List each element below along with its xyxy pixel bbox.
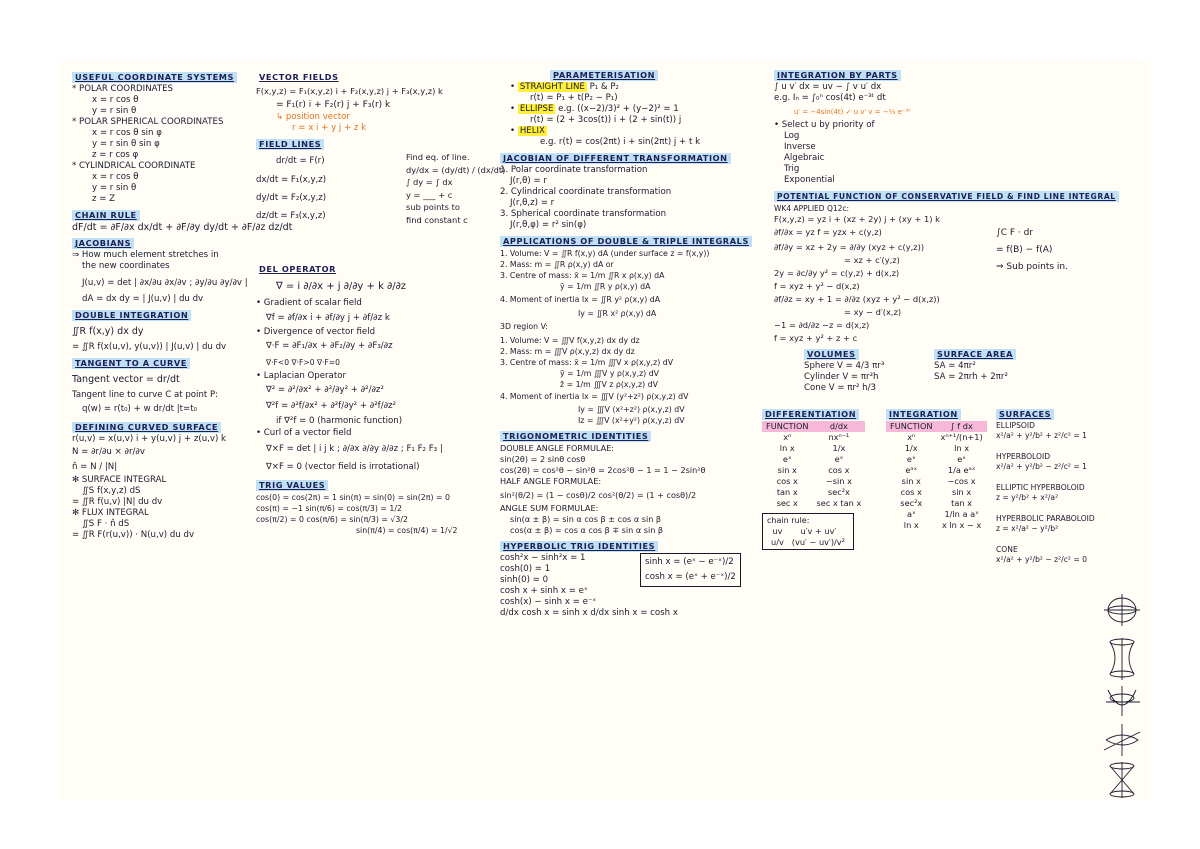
chain-rule-label: chain rule: [767, 516, 810, 525]
priority-item: Log [784, 131, 800, 141]
formula-line: dA = dx dy = | J(u,v) | du dv [82, 294, 204, 304]
hyperbolic-definitions-box [640, 553, 741, 587]
formula-line: 4. Moment of inertia Ix = ∭V (y²+z²) ρ(x,y,z) dV [500, 392, 689, 401]
text-line: Find eq. of line. [406, 152, 470, 162]
formula-line: sinh x = (eˣ − e⁻ˣ)/2 [645, 557, 734, 567]
table-row [886, 465, 987, 476]
formula-line: 1. Volume: V = ∭V f(x,y,z) dx dy dz [500, 336, 640, 345]
formula-line: ∂f/∂x = yz f = yzx + c(y,z) [774, 227, 882, 237]
column-header: FUNCTION [886, 421, 937, 432]
hyperbolic-section [500, 539, 778, 619]
formula-line: cos(0) = cos(2π) = 1 sin(π) = sin(0) = sin(2π) = 0 [256, 493, 450, 502]
applications-heading: APPLICATIONS OF DOUBLE & TRIPLE INTEGRALS [500, 236, 752, 247]
differentiation-table [762, 421, 865, 509]
formula-line: 2y = ∂c/∂y y² = c(y,z) + d(x,z) [774, 268, 900, 278]
parameterisation-section [500, 68, 778, 148]
jacobian-transform-heading: JACOBIAN OF DIFFERENT TRANSFORMATION [500, 153, 731, 164]
table-cell: sec²x [827, 487, 850, 497]
cone-sketch-icon [1110, 762, 1134, 798]
formula-line: z = r cos φ [92, 150, 139, 160]
integration-by-parts-section [774, 68, 1144, 186]
integration-heading: INTEGRATION [886, 409, 961, 420]
formula-line: sinh(0) = 0 [500, 575, 549, 585]
surface-name: HYPERBOLIC PARABOLOID [996, 513, 1095, 523]
table-cell: −sin x [825, 476, 852, 486]
formula-line: cosh x = (eˣ + e⁻ˣ)/2 [645, 572, 736, 582]
surfaces-heading: SURFACES [996, 409, 1054, 420]
formula-line: dy/dt = F₂(x,y,z) [256, 193, 327, 203]
table-cell: eᵃˣ [905, 465, 918, 475]
table-cell: xⁿ⁺¹/(n+1) [940, 432, 983, 442]
divergence-sketch-labels: ∇·F<0 ∇·F>0 ∇·F=0 [266, 358, 340, 367]
formula-line: dy/dx = (dy/dt) / (dx/dt) [406, 164, 506, 175]
formula-line: ∫ dy = ∫ dx [406, 177, 453, 187]
table-cell: (vu′ − uv′)/v² [791, 537, 845, 547]
text-line: 2. Cylindrical coordinate transformation [500, 187, 672, 197]
table-cell: cos x [828, 465, 850, 475]
del-operator-section [256, 262, 494, 475]
surface-name: HYPERBOLOID [996, 451, 1051, 461]
column-2 [256, 70, 506, 539]
surface-name: ELLIPTIC HYPERBOLOID [996, 482, 1085, 492]
surface-area-heading: SURFACE AREA [934, 349, 1016, 360]
table-cell: eˣ [906, 454, 916, 464]
formula-line: 1. Volume: V = ∬R f(x,y) dA (under surface z = f(x,y)) [500, 249, 710, 258]
table-cell: eˣ [834, 454, 844, 464]
calculus-tables-row [765, 407, 1144, 577]
formula-line: cos(α ± β) = cos α cos β ∓ sin α sin β [510, 525, 664, 535]
volumes-heading: VOLUMES [804, 349, 859, 360]
surface-name: CONE [996, 544, 1018, 554]
table-header-row [762, 421, 865, 432]
table-cell: 1/x [832, 443, 846, 453]
surface-equation: z = x²/a² − y²/b² [996, 524, 1059, 533]
text-line: ⇒ Sub points in. [996, 262, 1068, 272]
table-row [762, 498, 865, 509]
polar-label: * POLAR COORDINATES [72, 84, 173, 94]
table-row [886, 443, 987, 454]
position-vector-note: ↳ position vector [276, 112, 350, 122]
formula-line: 3. Centre of mass: x̄ = 1/m ∬R x ρ(x,y) dA [500, 271, 665, 280]
table-cell: 1/x [904, 443, 918, 453]
formula-line: ∇×F = det | i j k ; ∂/∂x ∂/∂y ∂/∂z ; F₁ F₂ F₃ | [266, 444, 443, 454]
text-line: WK4 APPLIED Q12c: [774, 204, 850, 213]
formula-line: q(w) = r(t₀) + w dr/dt |t=t₀ [82, 404, 198, 414]
del-operator-heading: DEL OPERATOR [259, 264, 337, 274]
formula-line: J(r,θ) = r [510, 176, 547, 186]
table-row [767, 526, 849, 537]
formula-line: r(t) = P₁ + t(P₂ − P₁) [530, 93, 618, 103]
table-cell: sec x [776, 498, 798, 508]
chain-rule-heading: CHAIN RULE [72, 210, 140, 221]
table-row [762, 443, 865, 454]
formula-line: cos(π/2) = 0 cos(π/6) = sin(π/3) = √3/2 [256, 515, 408, 524]
text-line: sub points to [406, 202, 460, 212]
chain-rule-box [762, 513, 854, 550]
straight-line-label: STRAIGHT LINE [519, 82, 585, 92]
formula-line: dz/dt = F₃(x,y,z) [256, 211, 326, 221]
trig-identities-heading: TRIGONOMETRIC IDENTITIES [500, 431, 651, 442]
table-cell: uv [772, 526, 783, 536]
formula-line: sin(2θ) = 2 sinθ cosθ [500, 454, 586, 464]
table-cell: xⁿ [783, 432, 792, 442]
integration-table [886, 421, 987, 531]
table-cell: eˣ [957, 454, 966, 464]
line-integral-notes [996, 225, 1068, 276]
formula-line: −1 = ∂d/∂z −z = d(x,z) [774, 320, 870, 330]
formula-line: cos(π) = −1 sin(π/6) = cos(π/3) = 1/2 [256, 504, 402, 513]
table-row [762, 432, 865, 443]
formula-line: f = xyz + y² − d(x,z) [774, 281, 860, 291]
jacobians-heading: JACOBIANS [72, 238, 134, 249]
table-cell: x ln x − x [941, 520, 982, 530]
table-row [886, 509, 987, 520]
formula-line: ∇×F = 0 (vector field is irrotational) [266, 462, 420, 472]
formula-line: = ∬R F(r(u,v)) · N(u,v) du dv [72, 530, 195, 540]
formula-line: ∬S F · n̂ dS [82, 519, 130, 529]
text-line: 3D region V: [500, 322, 548, 331]
table-row [886, 454, 987, 465]
formula-line: cosh x + sinh x = eˣ [500, 586, 588, 596]
formula-line: ∬S f(x,y,z) dS [82, 486, 141, 496]
cylindrical-label: * CYLINDRICAL COORDINATE [72, 161, 196, 171]
hyperbolic-paraboloid-sketch-icon [1104, 724, 1140, 756]
formula-line: SA = 4πr² [934, 361, 976, 371]
applications-section [500, 234, 778, 426]
table-cell: u/v [771, 537, 784, 547]
formula-line: y = r sin θ sin φ [92, 139, 160, 149]
priority-item: Trig [784, 164, 800, 174]
formula-line: ∇·F = ∂F₁/∂x + ∂F₂/∂y + ∂F₃/∂z [266, 341, 393, 351]
formula-line: cos(2θ) = cos²θ − sin²θ = 2cos²θ − 1 = 1 − 2sin²θ [500, 465, 706, 475]
differentiation-heading: DIFFERENTIATION [762, 409, 859, 420]
table-cell: aˣ [906, 509, 916, 519]
hyperboloid-sketch-icon [1110, 638, 1134, 680]
table-cell: ln x [903, 520, 919, 530]
priority-item: Algebraic [784, 153, 825, 163]
potential-function-section [774, 189, 1144, 344]
formula-line: y = r sin θ [92, 106, 137, 116]
flux-integral-label: ✻ FLUX INTEGRAL [72, 508, 149, 518]
formula-line: dF/dt = ∂F/∂x dx/dt + ∂F/∂y dy/dt + ∂F/∂z dz/dt [72, 222, 293, 233]
integration-section [886, 407, 987, 531]
formula-line: ∇ = i ∂/∂x + j ∂/∂y + k ∂/∂z [276, 281, 406, 292]
formula-line: x = r cos θ sin φ [92, 128, 162, 138]
formula-line: Iy = ∬R x² ρ(x,y) dA [578, 309, 657, 318]
text-line: find constant c [406, 214, 468, 225]
product-quotient-table [767, 526, 849, 548]
formula-line: 4. Moment of inertia Ix = ∬R y² ρ(x,y) dA [500, 295, 661, 304]
curved-surface-section [72, 420, 252, 541]
formula-line: f = xyz + y² + z + c [774, 333, 858, 343]
formula-line: x = r cos θ [92, 172, 139, 182]
table-cell: u′v + uv′ [800, 526, 837, 536]
formula-line: sin(π/4) = cos(π/4) = 1/√2 [356, 526, 458, 535]
parameterisation-heading: PARAMETERISATION [550, 70, 658, 81]
formula-line: J(r,θ,φ) = r² sin(φ) [510, 220, 587, 230]
table-cell: ln x [954, 443, 970, 453]
table-header-row [886, 421, 987, 432]
formula-line: e.g. r(t) = cos(2πt) i + sin(2πt) j + t k [540, 137, 701, 147]
tangent-section [72, 356, 252, 417]
coordinate-systems-section [72, 70, 252, 205]
formula-line: = ∬R f(x(u,v), y(u,v)) | J(u,v) | du dv [72, 342, 227, 352]
formula-line: 2. Mass: m = ∬R ρ(x,y) dA or [500, 260, 614, 269]
formula-line: ∇² = ∂²/∂x² + ∂²/∂y² + ∂²/∂z² [266, 385, 384, 395]
formula-line: if ∇²f = 0 (harmonic function) [276, 416, 403, 426]
formula-line: F(x,y,z) = F₁(x,y,z) i + F₂(x,y,z) j + F₃(x,y,z) k [256, 86, 443, 96]
table-cell: ln x [779, 443, 795, 453]
table-cell: sin x [952, 487, 972, 497]
formula-line: sin(α ± β) = sin α cos β ± cos α sin β [510, 514, 662, 524]
formula-line: y = ___ + c [406, 189, 453, 200]
ibp-heading: INTEGRATION BY PARTS [774, 70, 901, 81]
cheat-sheet [60, 60, 1150, 800]
table-cell: tan x [776, 487, 798, 497]
text-line: • Laplacian Operator [256, 371, 346, 381]
field-lines-section [256, 137, 506, 259]
text-line: ANGLE SUM FORMULAE: [500, 503, 599, 513]
formula-line: n̂ = N / |N| [72, 462, 118, 472]
field-lines-heading: FIELD LINES [256, 139, 324, 150]
helix-label: HELIX [519, 126, 545, 136]
formula-line: ∇²f = ∂²f/∂x² + ∂²f/∂y² + ∂²f/∂z² [266, 401, 396, 411]
formula-line: e.g. Iₙ = ∫₀ⁿ cos(4t) e⁻³ᵗ dt [774, 93, 886, 103]
surface-equation: x²/a² + y²/b² + z²/c² = 1 [996, 431, 1087, 440]
priority-item: Inverse [784, 142, 816, 152]
formula-line: ȳ = 1/m ∬R y ρ(x,y) dA [560, 282, 651, 291]
formula-line: Tangent vector = dr/dt [72, 374, 180, 385]
text-line: 1. Polar coordinate transformation [500, 165, 648, 175]
surface-equation: x²/a² + y²/b² − z²/c² = 1 [996, 462, 1087, 471]
table-cell: sec²x [900, 498, 923, 508]
formula-line: Cylinder V = πr²h [804, 372, 879, 382]
text-line: ⇒ How much element stretches in [72, 250, 219, 260]
volumes-section [804, 347, 884, 394]
column-header: ∫ f dx [937, 421, 987, 432]
table-cell: sec x tan x [816, 498, 862, 508]
ellipsoid-sketch-icon [1104, 594, 1140, 626]
column-header: FUNCTION [762, 421, 813, 432]
surface-sketches [1100, 590, 1144, 800]
formula-line: r(t) = (2 + 3cos(t)) i + (2 + sin(t)) j [530, 115, 682, 125]
formula-line: ∫C F · dr [996, 228, 1034, 238]
text-line: • Gradient of scalar field [256, 298, 362, 308]
table-cell: xⁿ [907, 432, 916, 442]
field-lines-side-notes [406, 151, 505, 226]
text-line: the new coordinates [82, 261, 170, 271]
formula-line: 2. Mass: m = ∭V ρ(x,y,z) dx dy dz [500, 347, 635, 356]
formula-line: Iz = ∭V (x²+y²) ρ(x,y,z) dV [578, 416, 685, 425]
formula-line: dr/dt = F(r) [276, 156, 325, 166]
surfaces-section [996, 407, 1146, 566]
table-cell: sin x [901, 476, 921, 486]
surface-equation: z = y²/b² + x²/a² [996, 493, 1059, 502]
formula-line: Iy = ∭V (x²+z²) ρ(x,y,z) dV [578, 405, 685, 414]
volumes-area-row [774, 347, 1144, 407]
formula-line: N = ∂r/∂u × ∂r/∂v [72, 447, 145, 457]
formula-line: F(x,y,z) = yz i + (xz + 2y) j + (xy + 1) k [774, 214, 940, 224]
text-line: Tangent line to curve C at point P: [72, 390, 219, 400]
formula-line: ∬R f(x,y) dx dy [72, 326, 144, 337]
tangent-heading: TANGENT TO A CURVE [72, 358, 190, 369]
formula-line: ∂f/∂z = xy + 1 = ∂/∂z (xyz + y² − d(x,z)) [774, 294, 940, 304]
surface-integral-label: ✻ SURFACE INTEGRAL [72, 475, 167, 485]
table-cell: eˣ [782, 454, 792, 464]
formula-line: z = Z [92, 194, 116, 204]
text-line: HALF ANGLE FORMULAE: [500, 476, 602, 486]
formula-line: d/dx cosh x = sinh x d/dx sinh x = cosh x [500, 608, 678, 618]
elliptic-hyperboloid-sketch-icon [1106, 686, 1140, 716]
formula-line: P₁ & P₂ [589, 82, 619, 92]
text-line: • Divergence of vector field [256, 327, 376, 337]
table-row [762, 487, 865, 498]
table-row [762, 476, 865, 487]
formula-line: ∇f = ∂f/∂x i + ∂f/∂y j + ∂f/∂z k [266, 313, 390, 323]
table-cell: sin x [777, 465, 797, 475]
table-row [762, 454, 865, 465]
surface-name: ELLIPSOID [996, 420, 1035, 430]
table-row [886, 432, 987, 443]
priority-item: Exponential [784, 175, 835, 185]
table-cell: 1/ln a aˣ [944, 509, 979, 519]
formula-line: = xy − d′(x,z) [844, 307, 902, 317]
coordinate-systems-heading: USEFUL COORDINATE SYSTEMS [72, 72, 237, 83]
column-4 [765, 68, 1144, 577]
text-line: • Curl of a vector field [256, 428, 352, 438]
ibp-example-note: u′ = −4sin(4t) ✓ u v′ v = −⅓ e⁻³ᵗ [794, 108, 911, 116]
table-row [886, 476, 987, 487]
formula-line: Sphere V = 4/3 πr³ [804, 361, 885, 371]
surface-area-section [934, 347, 1016, 383]
table-row [767, 537, 849, 548]
formula-line: z̄ = 1/m ∭V z ρ(x,y,z) dV [560, 380, 658, 389]
formula-line: dx/dt = F₁(x,y,z) [256, 175, 327, 185]
position-vector-formula: r = x i + y j + z k [292, 123, 367, 133]
formula-line: ∫ u v′ dx = uv − ∫ v u′ dx [774, 82, 882, 92]
formula-line: = F₁(r) i + F₂(r) j + F₃(r) k [276, 100, 391, 110]
text-line: 3. Spherical coordinate transformation [500, 209, 667, 219]
table-row [886, 520, 987, 531]
differentiation-section [762, 407, 865, 550]
potential-function-heading: POTENTIAL FUNCTION OF CONSERVATIVE FIELD & FIND LINE INTEGRAL [774, 191, 1119, 202]
formula-line: r(u,v) = x(u,v) i + y(u,v) j + z(u,v) k [72, 434, 227, 444]
formula-line: = ∬R f(u,v) |N| du dv [72, 497, 163, 507]
formula-line: SA = 2πrh + 2πr² [934, 372, 1008, 382]
text-line: DOUBLE ANGLE FORMULAE: [500, 443, 614, 453]
jacobians-section [72, 236, 252, 305]
formula-line: 3. Centre of mass: x̄ = 1/m ∭V x ρ(x,y,z) dV [500, 358, 674, 367]
formula-line: ȳ = 1/m ∭V y ρ(x,y,z) dV [560, 369, 659, 378]
double-integration-section [72, 308, 252, 353]
table-cell: tan x [951, 498, 973, 508]
table-cell: −cos x [947, 476, 976, 486]
trig-values-heading: TRIG VALUES [256, 480, 328, 491]
formula-line: e.g. ((x−2)/3)² + (y−2)² = 1 [558, 104, 679, 114]
formula-line: Cone V = πr² h/3 [804, 383, 876, 393]
trig-identities-section [500, 429, 778, 536]
table-cell: 1/a eᵃˣ [947, 465, 976, 475]
table-cell: nxⁿ⁻¹ [828, 432, 850, 442]
formula-line: J(u,v) = det | ∂x/∂u ∂x/∂v ; ∂y/∂u ∂y/∂v | [82, 278, 248, 288]
hyperbolic-heading: HYPERBOLIC TRIG IDENTITIES [500, 541, 658, 552]
formula-line: J(r,θ,z) = r [510, 198, 555, 208]
column-3 [500, 68, 778, 622]
table-row [886, 487, 987, 498]
surface-equation: x²/a² + y²/b² − z²/c² = 0 [996, 555, 1087, 564]
formula-line: ∂f/∂y = xz + 2y = ∂/∂y (xyz + c(y,z)) [774, 242, 925, 252]
formula-line: sin²(θ/2) = (1 − cosθ)/2 cos²(θ/2) = (1 + cosθ)/2 [500, 490, 697, 500]
table-cell: cos x [900, 487, 922, 497]
vector-fields-section [256, 70, 494, 134]
jacobian-transform-section [500, 151, 778, 231]
formula-line: cosh(x) − sinh x = e⁻ˣ [500, 597, 597, 607]
vector-fields-heading: VECTOR FIELDS [259, 72, 339, 82]
double-integration-heading: DOUBLE INTEGRATION [72, 310, 191, 321]
spherical-label: * POLAR SPHERICAL COORDINATES [72, 117, 224, 127]
column-header: d/dx [813, 421, 866, 432]
trig-values-section [256, 478, 494, 536]
formula-line: y = r sin θ [92, 183, 137, 193]
formula-line: x = r cos θ [92, 95, 139, 105]
formula-line: cosh(0) = 1 [500, 564, 551, 574]
table-cell: cos x [776, 476, 798, 486]
ellipse-label: ELLIPSE [519, 104, 554, 114]
formula-line: cosh²x − sinh²x = 1 [500, 553, 586, 563]
formula-line: = xz + c′(y,z) [844, 255, 900, 265]
table-row [762, 465, 865, 476]
formula-line: = f(B) − f(A) [996, 245, 1053, 255]
curved-surface-heading: DEFINING CURVED SURFACE [72, 422, 221, 433]
table-row [886, 498, 987, 509]
text-line: • Select u by priority of [774, 120, 875, 130]
